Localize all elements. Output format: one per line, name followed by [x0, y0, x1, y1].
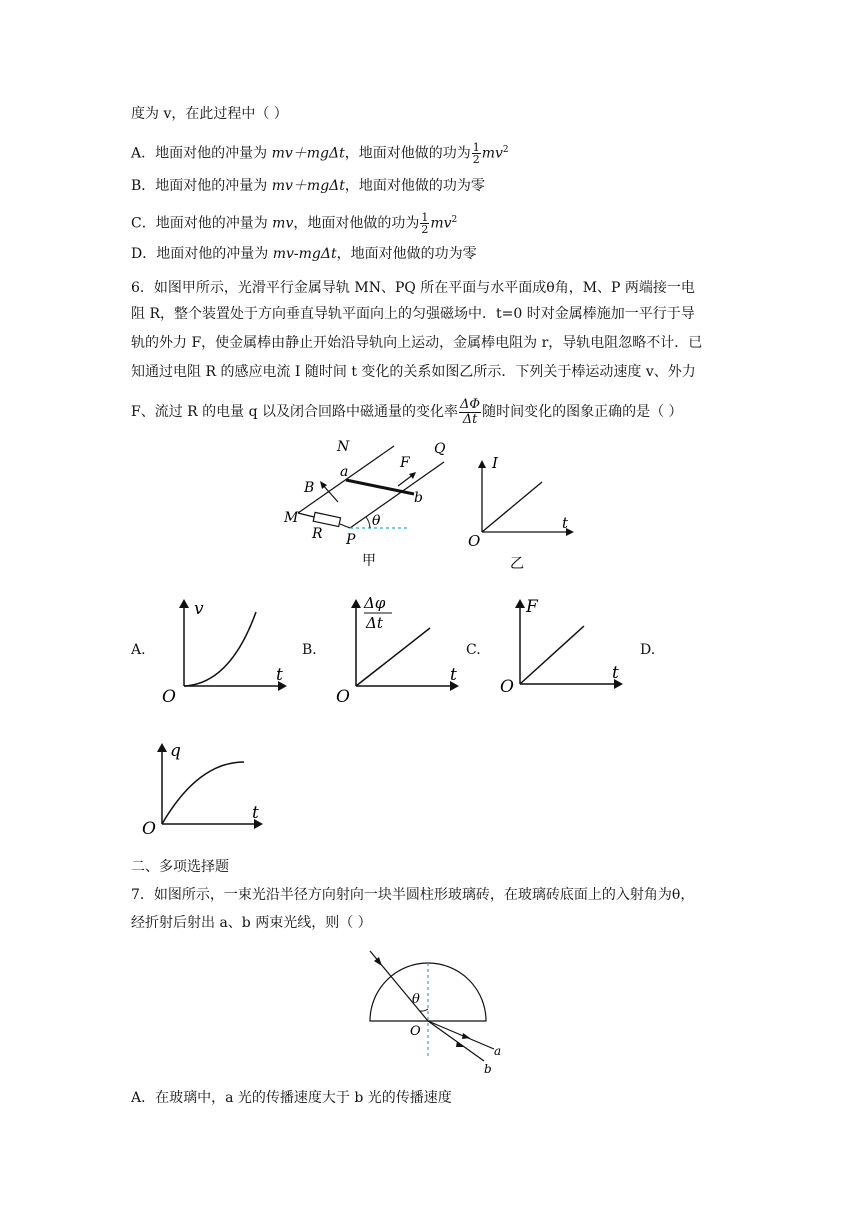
label-n: N: [337, 439, 350, 455]
y-label: v: [194, 599, 204, 619]
option-prefix: A．地面对他的冲量为: [131, 145, 272, 162]
label-b-field: B: [304, 480, 315, 496]
option-prefix: B．地面对他的冲量为: [131, 178, 272, 194]
y-label: I: [492, 454, 498, 472]
q6-line-4: 知通过电阻 R 的感应电流 I 随时间 t 变化的关系如图乙所示．下列关于棒运动速度 v、外力: [131, 364, 696, 380]
label-a: a: [494, 1044, 502, 1058]
label-r: R: [312, 526, 323, 542]
origin-label: O: [142, 819, 156, 839]
resistor: [313, 512, 340, 526]
force-line: [520, 626, 584, 684]
work-expr: mv: [430, 215, 452, 232]
q6-line-5: [131, 395, 683, 429]
y-label-den: Δt: [366, 614, 383, 632]
label-theta: θ: [372, 513, 381, 529]
velocity-curve: [184, 612, 256, 686]
option-label-a: A.: [131, 642, 146, 658]
label-o: O: [410, 1024, 421, 1039]
y-label: q: [170, 741, 181, 761]
q5-option-c: [131, 210, 457, 235]
origin-label: O: [500, 677, 514, 697]
graph-d-charge: [140, 736, 270, 851]
q6-line-1: 6．如图甲所示，光滑平行金属导轨 MN、PQ 所在平面与水平面成θ角，M、P 两端接一电: [131, 280, 695, 296]
q5-option-b: [131, 176, 485, 196]
y-label: F: [526, 597, 538, 617]
figure-semicircle-glass: [362, 945, 512, 1075]
caption-yi: 乙: [510, 556, 524, 572]
figure-yi-graph: [462, 440, 592, 570]
q5-option-d: [131, 244, 477, 264]
q7-line-1: 7．如图所示，一束光沿半径方向射向一块半圆柱形玻璃砖，在玻璃砖底面上的入射角为θ，: [131, 887, 695, 903]
option-mid: ，地面对他做的功为: [293, 215, 420, 232]
q6-line-5-pre: F、流过 R 的电量 q 以及闭合回路中磁通量的变化率: [131, 404, 459, 420]
origin-label: O: [336, 687, 350, 707]
superscript: 2: [502, 145, 509, 155]
charge-curve: [162, 762, 244, 824]
work-expr: mv: [481, 145, 503, 162]
caption-jia: 甲: [362, 553, 376, 569]
label-a: a: [340, 464, 349, 480]
impulse-expr: mv: [272, 215, 294, 232]
option-prefix: C．地面对他的冲量为: [131, 215, 273, 232]
q6-line-3: 轨的外力 F，使金属棒由静止开始沿导轨向上运动，金属棒电阻为 r，导轨电阻忽略不计．已: [131, 335, 703, 351]
figure-jia-rails: [282, 438, 446, 569]
impulse-expr: mv-mgΔt: [272, 246, 337, 262]
option-label-b: B.: [302, 642, 317, 658]
option-label-d: D.: [640, 642, 656, 658]
label-p: P: [346, 532, 356, 548]
q6-line-2: 阻 R，整个装置处于方向垂直导轨平面向上的匀强磁场中．t=0 时对金属棒施加一平行于导: [131, 306, 695, 322]
fraction: $\frac{1}{2}$: [472, 141, 480, 167]
label-b: b: [484, 1062, 492, 1076]
y-label-num: Δφ: [364, 594, 386, 612]
fraction: $\frac{1}{2}$: [421, 211, 429, 237]
graph-a-velocity: [158, 592, 288, 707]
option-prefix: D．地面对他的冲量为: [131, 246, 273, 262]
q5-stem-tail: 度为 v，在此过程中（ ）: [131, 106, 288, 122]
flux-rate-line: [356, 628, 430, 686]
graph-b-flux-rate: [334, 592, 464, 707]
q7-option-a: A．在玻璃中，a 光的传播速度大于 b 光的传播速度: [131, 1090, 452, 1106]
flux-rate-fraction: $\frac{\Delta\Phi}{\Delta t}$: [460, 396, 481, 427]
origin-label: O: [162, 687, 176, 707]
x-label: t: [252, 803, 259, 823]
label-theta: θ: [412, 992, 420, 1007]
impulse-expr: mv＋mgΔt: [271, 178, 345, 194]
x-label: t: [450, 665, 457, 685]
section-heading-multiple-choice: 二、多项选择题: [131, 859, 229, 875]
label-f: F: [400, 455, 410, 471]
q6-line-5-post: 随时间变化的图象正确的是（ ）: [482, 404, 683, 420]
label-q: Q: [434, 441, 446, 457]
current-line: [482, 482, 542, 532]
option-mid: ，地面对他做的功为: [344, 145, 471, 162]
label-m: M: [284, 510, 299, 526]
rail-pq: [350, 462, 444, 528]
graph-c-force: [500, 592, 630, 707]
x-label: t: [562, 514, 569, 532]
option-label-c: C.: [466, 642, 481, 658]
option-mid: ，地面对他做的功为零: [344, 178, 485, 194]
x-label: t: [276, 665, 283, 685]
impulse-expr: mv＋mgΔt: [271, 145, 345, 162]
q5-option-a: [131, 140, 509, 165]
option-mid: ，地面对他做的功为零: [336, 246, 477, 262]
x-label: t: [612, 663, 619, 683]
label-b-end: b: [414, 490, 423, 506]
q7-line-2: 经折射后射出 a、b 两束光线，则（ ）: [131, 915, 372, 931]
origin-label: O: [468, 532, 481, 550]
superscript: 2: [451, 215, 458, 225]
